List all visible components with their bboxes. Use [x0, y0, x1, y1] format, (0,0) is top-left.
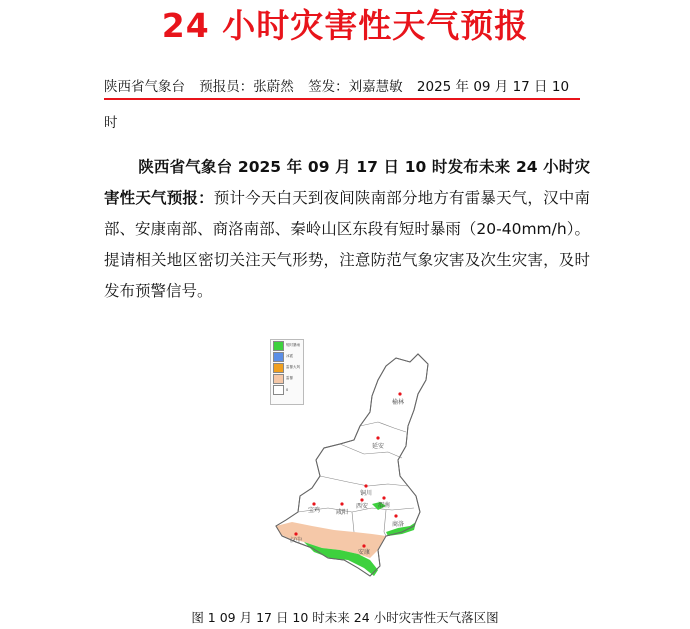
city-label: 汉中: [290, 537, 303, 544]
legend-label: 雷暴大风: [286, 365, 300, 369]
legend-label: 雷暴: [286, 376, 293, 380]
city-label: 咸阳: [336, 509, 349, 516]
forecast-lead: 陕西省气象台 2025 年 09 月 17 日 10 时发布未来 24 小时灾害性天气预报：: [104, 158, 590, 207]
figure-caption: 图 1 09 月 17 日 10 时未来 24 小时灾害性天气落区图: [191, 610, 499, 625]
forecaster: 预报员：张蔚然: [199, 79, 294, 95]
city-label: 安康: [358, 549, 371, 556]
forecast-paragraph: [104, 152, 590, 307]
issue-info: [104, 78, 580, 96]
legend-label: 短时暴雨: [286, 343, 300, 347]
legend-label: 0: [286, 387, 289, 392]
agency-name: 陕西省气象台: [104, 79, 185, 95]
issuer: 签发：刘嘉慧敏: [308, 79, 403, 95]
issue-datetime: 2025 年 09 月 17 日 10: [416, 79, 570, 95]
issue-datetime-continued: 时: [104, 115, 118, 131]
city-label: 渭南: [378, 502, 391, 509]
city-label: 商洛: [392, 521, 405, 528]
city-label: 宝鸡: [308, 507, 321, 514]
weather-map: [268, 336, 448, 586]
forecast-text: 预计今天白天到夜间陕南部分地方有雷暴天气，汉中南部、安康南部、商洛南部、秦岭山区东段有短时暴雨（20-40mm/h）。提请相关地区密切关注天气形势，注意防范气象灾害及次生灾害，及时发布预警信号。: [104, 189, 590, 300]
city-label: 铜川: [360, 490, 373, 497]
red-divider: [104, 98, 580, 100]
city-label: 西安: [356, 503, 369, 510]
page-title: 24 小时灾害性天气预报: [161, 6, 529, 45]
legend-label: 冰雹: [286, 354, 293, 358]
city-label: 延安: [372, 443, 385, 450]
city-label: 榆林: [392, 399, 405, 406]
